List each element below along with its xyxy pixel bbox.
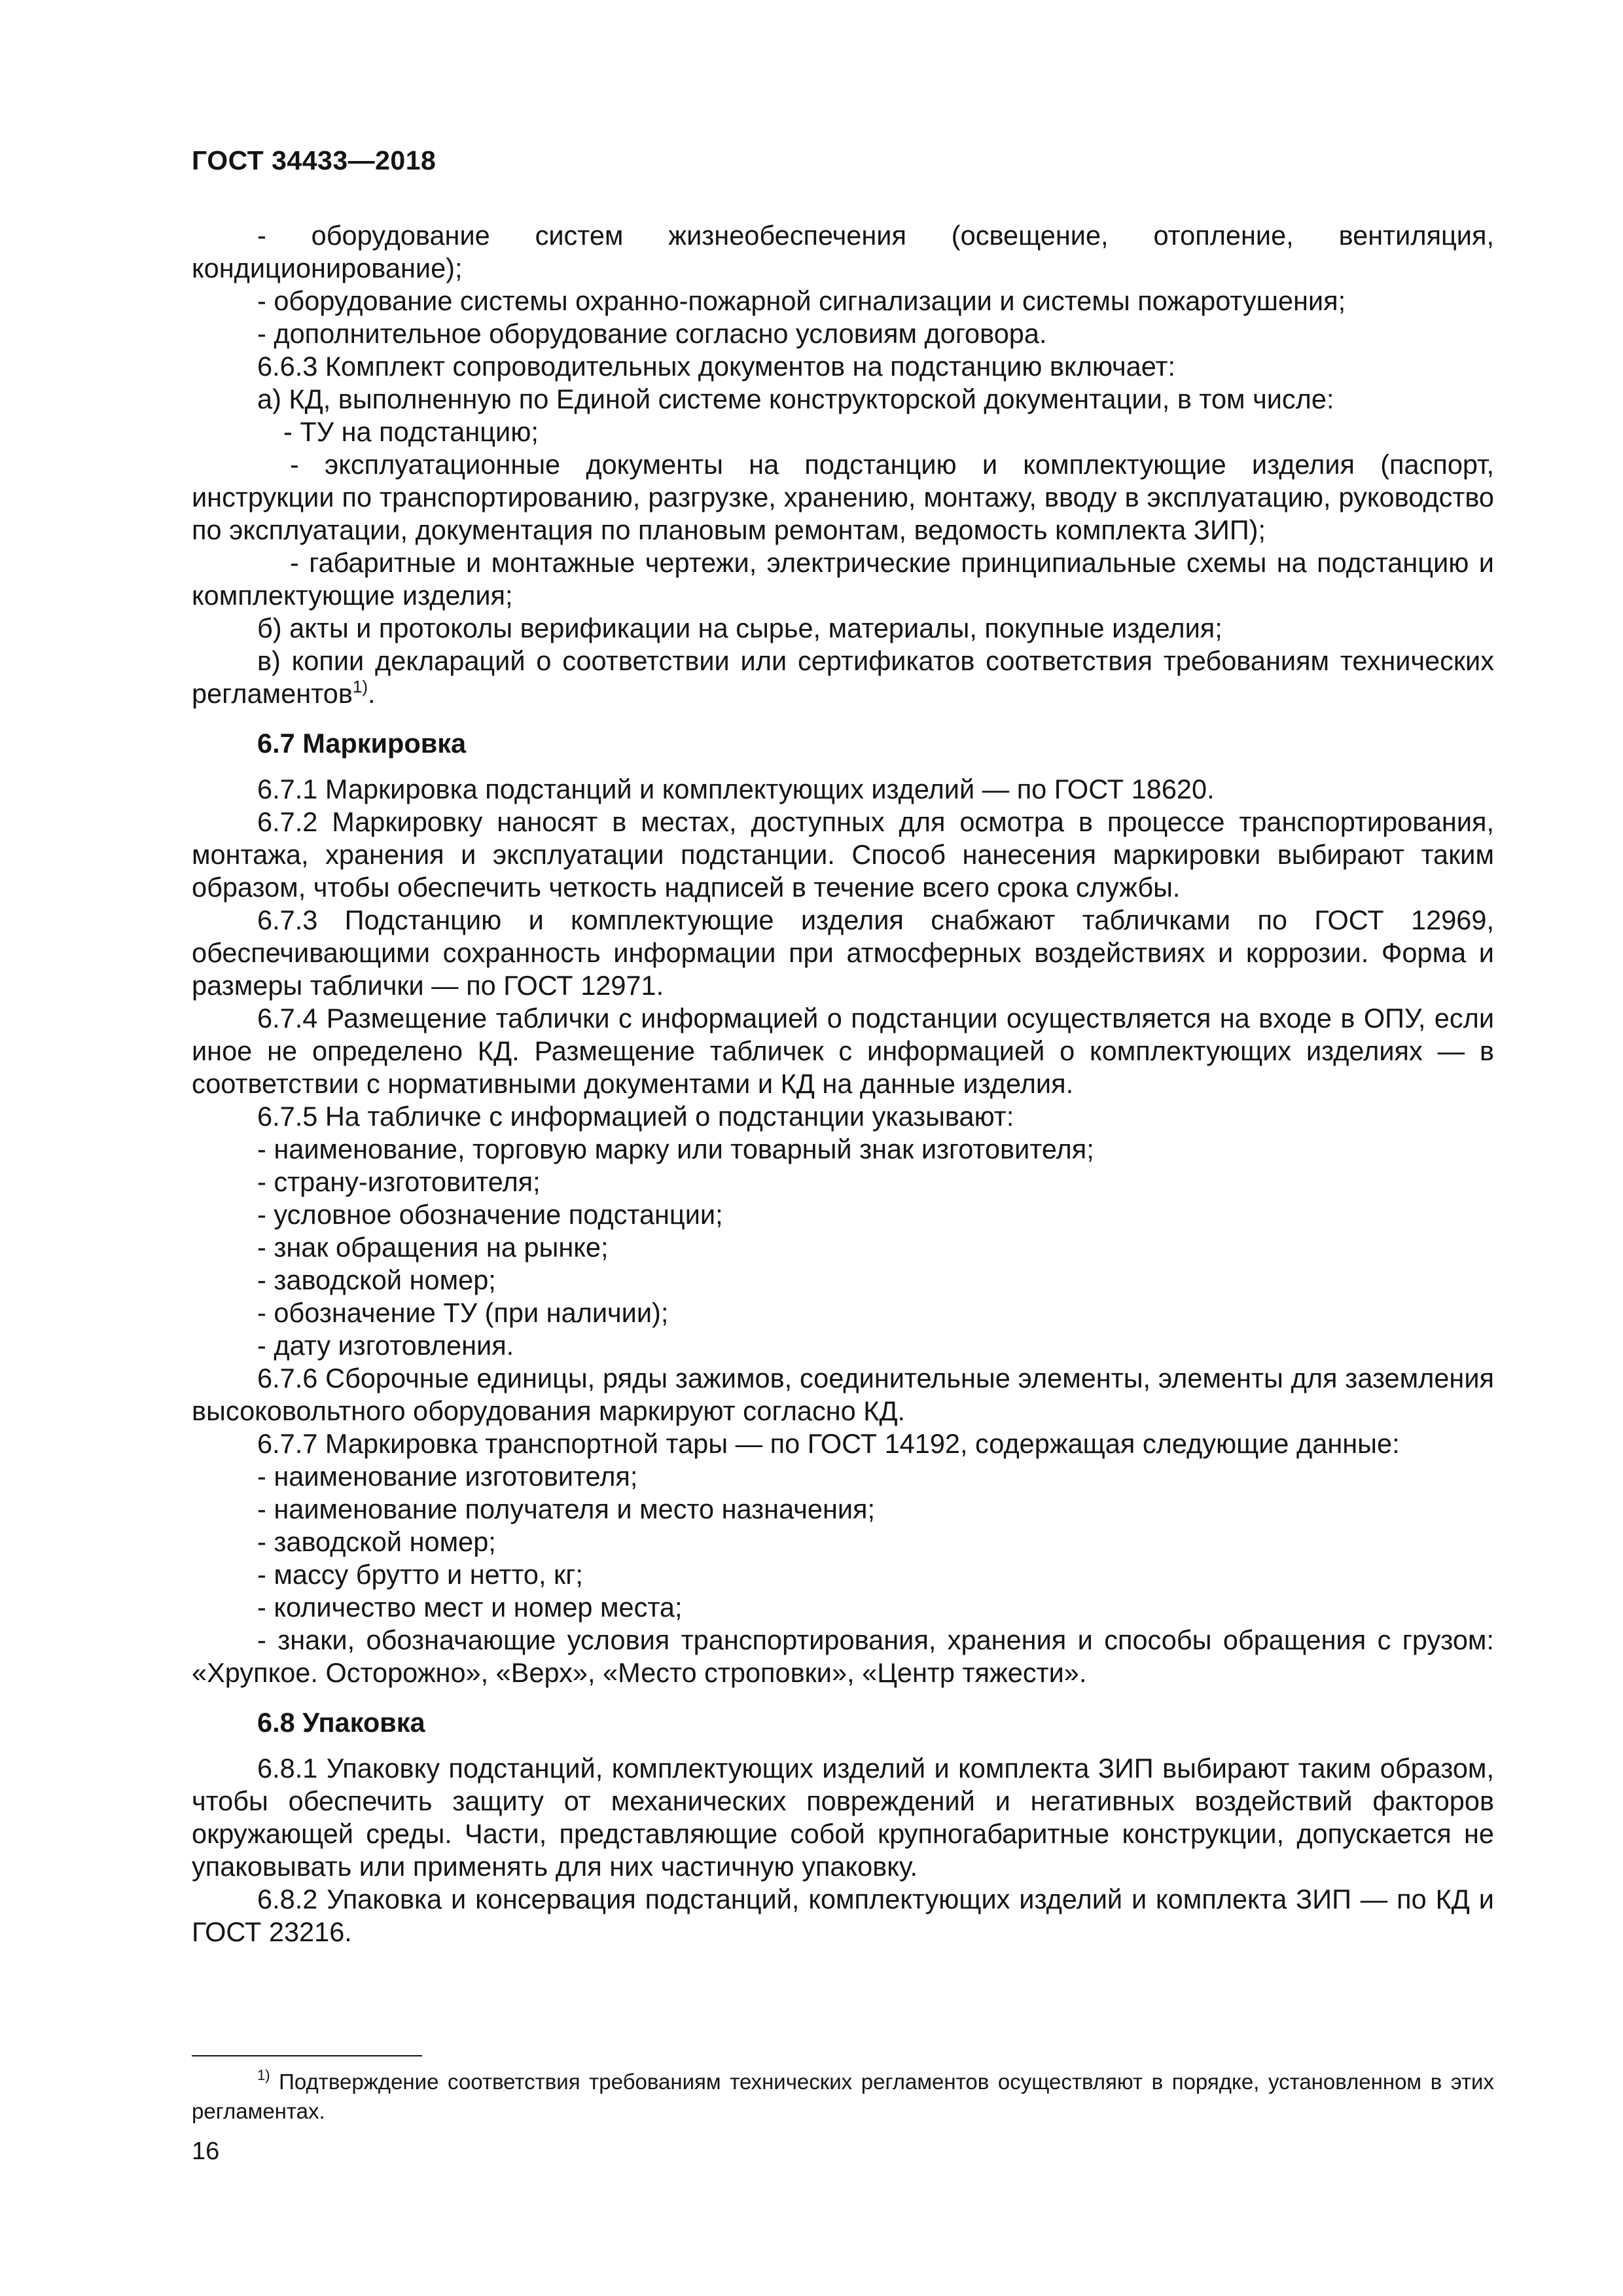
list-item: - количество мест и номер места; (257, 1592, 683, 1623)
clause-6-7-4: 6.7.4 Размещение таблички с информацией о подстанции осуществляется на входе в ОПУ, если иное не определено КД. Размещение табличек с информацией о комплектующих изделиях — в соответствии с нормативными документами и КД на данные изделия. (192, 1003, 1494, 1099)
section-heading-6-7: 6.7 Маркировка (257, 728, 467, 759)
list-item: а) КД, выполненную по Единой системе конструкторской документации, в том числе: (257, 384, 1334, 414)
clause-6-7-1: 6.7.1 Маркировка подстанций и комплектующих изделий — по ГОСТ 18620. (257, 774, 1215, 804)
list-item (192, 645, 1494, 710)
clause-6-8-2: 6.8.2 Упаковка и консервация подстанций, комплектующих изделий и комплекта ЗИП — по КД и ГОСТ 23216. (192, 1884, 1494, 1947)
footnote (192, 2067, 1494, 2126)
list-item: - наименование получателя и место назначения; (257, 1494, 876, 1524)
footnote-text: Подтверждение соответствия требованиям технических регламентов осуществляют в порядке, установленном в этих регламентах. (192, 2070, 1494, 2123)
list-item: - массу брутто и нетто, кг; (257, 1559, 583, 1590)
clause-6-7-3: 6.7.3 Подстанцию и комплектующие изделия снабжают табличками по ГОСТ 12969, обеспечивающими сохранность информации при атмосферных воздействиях и коррозии. Форма и размеры таблички — по ГОСТ 12971. (192, 905, 1494, 1001)
list-item: - оборудование систем жизнеобеспечения (освещение, отопление, вентиляция, кондиционирование); (192, 220, 1494, 283)
clause-6-7-7: 6.7.7 Маркировка транспортной тары — по ГОСТ 14192, содержащая следующие данные: (257, 1428, 1400, 1459)
clause-6-7-5: 6.7.5 На табличке с информацией о подстанции указывают: (257, 1101, 1014, 1132)
list-item: - страну-изготовителя; (257, 1166, 541, 1197)
list-item: - ТУ на подстанцию; (283, 416, 539, 447)
list-item: - заводской номер; (257, 1265, 496, 1295)
list-item: - эксплуатационные документы на подстанцию и комплектующие изделия (паспорт, инструкции по транспортированию, разгрузке, хранению, монтажу, вводу в эксплуатацию, руководство по эксплуатации, документация по плановым ремонтам, ведомость комплекта ЗИП); (192, 449, 1494, 545)
list-item: - знак обращения на рынке; (257, 1232, 609, 1263)
paragraph-end: . (368, 678, 376, 709)
clause-6-8-1: 6.8.1 Упаковку подстанций, комплектующих изделий и комплекта ЗИП выбирают таким образом, чтобы обеспечить защиту от механических повреждений и негативных воздействий факторов окружающей среды. Части, представляющие собой крупногабаритные конструкции, допускается не упаковывать или применять для них частичную упаковку. (192, 1753, 1494, 1882)
list-item: - габаритные и монтажные чертежи, электрические принципиальные схемы на подстанцию и комплектующие изделия; (192, 547, 1494, 611)
list-item: - знаки, обозначающие условия транспортирования, хранения и способы обращения с грузом: «Хрупкое. Осторожно», «Верх», «Место строповки», «Центр тяжести». (192, 1624, 1494, 1688)
list-item: - дату изготовления. (257, 1330, 514, 1361)
paragraph-text: в) копии деклараций о соответствии или сертификатов соответствия требованиям технических регламентов (192, 645, 1494, 709)
list-item: - оборудование системы охранно-пожарной сигнализации и системы пожаротушения; (257, 285, 1346, 316)
footnote-ref: 1) (352, 677, 368, 696)
clause-6-7-2: 6.7.2 Маркировку наносят в местах, доступных для осмотра в процессе транспортирования, монтажа, хранения и эксплуатации подстанции. Способ нанесения маркировки выбирают таким образом, чтобы обеспечить четкость надписей в течение всего срока службы. (192, 806, 1494, 903)
list-item: - условное обозначение подстанции; (257, 1199, 723, 1230)
list-item: - заводской номер; (257, 1526, 496, 1557)
list-item: б) акты и протоколы верификации на сырье, материалы, покупные изделия; (257, 613, 1222, 643)
clause-6-6-3: 6.6.3 Комплект сопроводительных документов на подстанцию включает: (257, 351, 1175, 382)
list-item: - дополнительное оборудование согласно условиям договора. (257, 318, 1047, 349)
list-item: - наименование изготовителя; (257, 1461, 638, 1492)
footnote-mark: 1) (257, 2067, 270, 2083)
document-body (192, 219, 1494, 1948)
list-item: - наименование, торговую марку или товарный знак изготовителя; (257, 1134, 1094, 1164)
section-heading-6-8: 6.8 Упаковка (257, 1707, 425, 1738)
document-header: ГОСТ 34433—2018 (192, 145, 437, 175)
clause-6-7-6: 6.7.6 Сборочные единицы, ряды зажимов, соединительные элементы, элементы для заземления высоковольтного оборудования маркируют согласно КД. (192, 1363, 1494, 1426)
footnote-divider (192, 2055, 422, 2056)
page-number: 16 (192, 2138, 220, 2165)
list-item: - обозначение ТУ (при наличии); (257, 1297, 669, 1328)
